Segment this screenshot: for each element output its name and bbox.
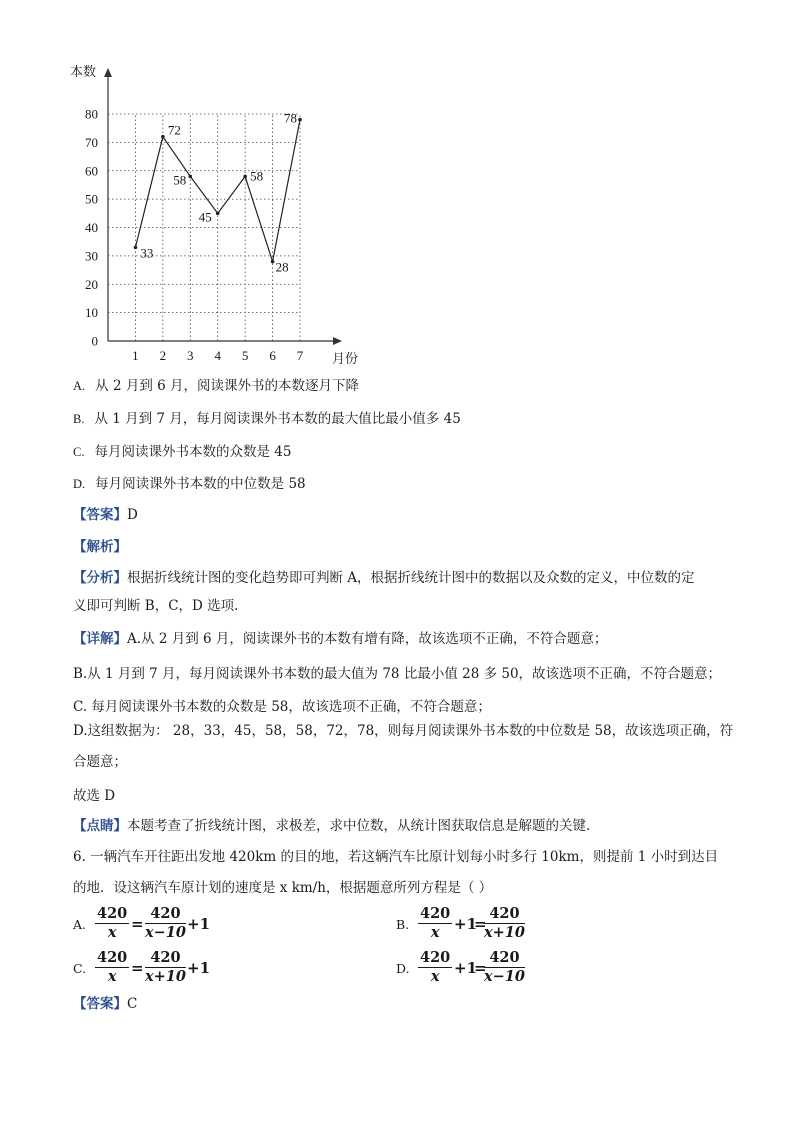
dianjing-line: 【点睛】本题考查了折线统计图，求极差，求中位数，从统计图获取信息是解题的关键. — [73, 818, 591, 834]
answer-line: 【答案】D — [73, 507, 138, 523]
q6-stem-2: 的地．设这辆汽车原计划的速度是 x km/h，根据题意所列方程是（ ） — [73, 880, 493, 896]
option-c: C. 每月阅读课外书本数的众数是 45 — [73, 444, 292, 460]
data-point — [161, 135, 165, 139]
y-axis-arrow — [104, 68, 112, 77]
fenxi-line-2: 义即可判断 B，C，D 选项. — [73, 598, 239, 614]
data-point — [188, 175, 192, 179]
data-label: 33 — [140, 245, 154, 261]
detail-a: 【详解】A.从 2 月到 6 月，阅读课外书的本数有增有降，故该选项不正确，不符合题意； — [73, 631, 608, 647]
fraction: $\frac{420}{x}$ — [97, 949, 128, 985]
data-label: 45 — [198, 209, 212, 225]
y-tick-label: 50 — [85, 191, 98, 207]
data-label: 58 — [173, 172, 187, 188]
y-tick-label: 10 — [85, 305, 98, 321]
data-label: 58 — [250, 168, 264, 184]
x-tick-label: 6 — [269, 348, 276, 363]
q6-option-a: A. $\frac{420}{x}$ = $\frac{420}{x-10}$ +1 — [73, 905, 211, 941]
detail-d-2: 合题意； — [73, 754, 127, 770]
chart-grid — [108, 114, 300, 341]
detail-b: B.从 1 月到 7 月，每月阅读课外书本数的最大值为 78 比最小值 28 多 50，故该选项不正确，不符合题意； — [73, 666, 722, 682]
line-chart — [60, 58, 360, 370]
x-tick-label: 2 — [159, 348, 167, 363]
data-label: 78 — [284, 110, 297, 126]
y-tick-label: 80 — [85, 106, 98, 122]
option-a: A. 从 2 月到 6 月，阅读课外书的本数逐月下降 — [73, 378, 359, 394]
fraction: $\frac{420}{x}$ — [420, 949, 451, 985]
detail-c: C. 每月阅读课外书本数的众数是 58，故该选项不正确，不符合题意； — [73, 699, 491, 715]
y-tick-label: 20 — [85, 276, 98, 292]
y-axis-label: 本数 — [70, 64, 97, 79]
y-tick-label: 60 — [85, 163, 98, 179]
x-axis-label: 月份 — [332, 351, 359, 366]
chart-labels — [70, 64, 358, 366]
fraction: $\frac{420}{x-10}$ — [145, 905, 186, 941]
fraction: $\frac{420}{x}$ — [420, 905, 451, 941]
fraction: $\frac{420}{x+10}$ — [145, 949, 186, 985]
fraction: $\frac{420}{x+10}$ — [484, 905, 525, 941]
choose-line: 故选 D — [73, 788, 116, 804]
x-axis-arrow — [333, 337, 342, 345]
y-tick-label: 30 — [85, 248, 98, 264]
y-tick-label: 0 — [91, 333, 98, 349]
fraction: $\frac{420}{x}$ — [97, 905, 128, 941]
y-tick-label: 70 — [85, 134, 98, 150]
data-label: 28 — [275, 259, 289, 275]
x-tick-label: 4 — [214, 348, 221, 363]
data-label: 72 — [167, 122, 181, 138]
data-point — [298, 118, 302, 122]
y-tick-label: 40 — [85, 220, 98, 235]
q6-stem-1: 6. 一辆汽车开往距出发地 420km 的目的地，若这辆汽车比原计划每小时多行 10km，则提前 1 小时到达目 — [73, 849, 719, 865]
data-point — [134, 246, 138, 250]
option-b: B. 从 1 月到 7 月，每月阅读课外书本数的最大值比最小值多 45 — [73, 411, 461, 427]
data-point — [271, 260, 275, 264]
x-tick-label: 7 — [296, 348, 304, 363]
x-tick-label: 5 — [241, 348, 249, 363]
data-point — [243, 175, 247, 179]
x-tick-label: 3 — [187, 348, 194, 363]
q6-option-d: D. $\frac{420}{x}$ +1 = $\frac{420}{x-10}$ — [396, 949, 525, 985]
option-d: D. 每月阅读课外书本数的中位数是 58 — [73, 476, 306, 492]
data-point — [216, 212, 220, 216]
q6-option-c: C. $\frac{420}{x}$ = $\frac{420}{x+10}$ +1 — [73, 949, 211, 985]
fraction: $\frac{420}{x-10}$ — [484, 949, 525, 985]
x-tick-label: 1 — [132, 348, 139, 363]
q6-option-b: B. $\frac{420}{x}$ +1 = $\frac{420}{x+10}$ — [396, 905, 525, 941]
analysis-heading: 【解析】 — [73, 539, 127, 555]
q6-answer-line: 【答案】C — [73, 996, 138, 1012]
detail-d-1: D.这组数据为： 28，33，45，58，58，72，78，则每月阅读课外书本数的中位数是 58，故该选项正确，符 — [73, 723, 734, 739]
fenxi-line-1: 【分析】根据折线统计图的变化趋势即可判断 A，根据折线统计图中的数据以及众数的定义，中位数的定 — [73, 570, 695, 586]
